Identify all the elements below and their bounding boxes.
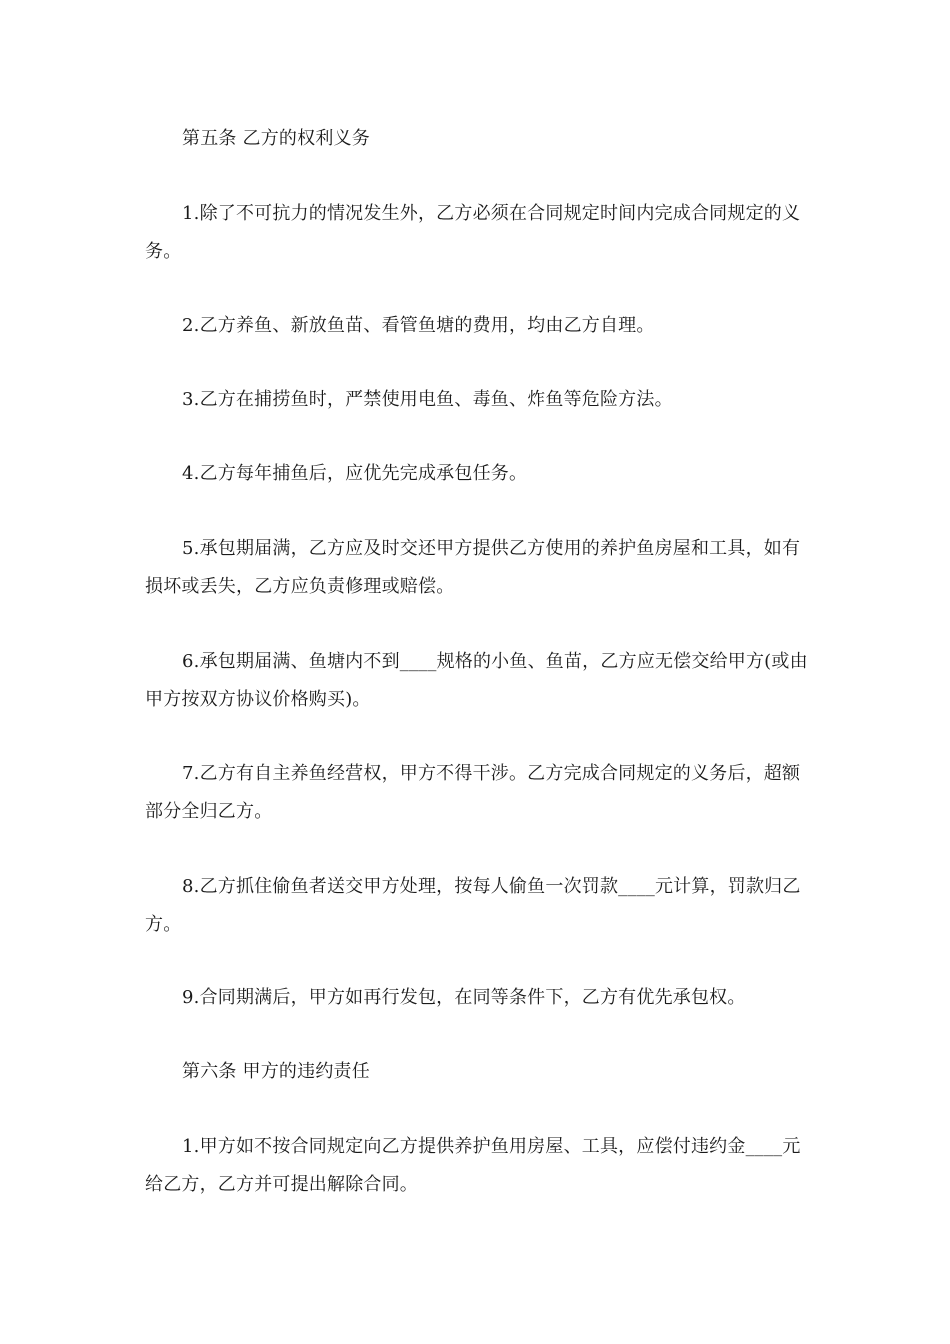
- section-heading-article-5: 第五条 乙方的权利义务: [182, 128, 370, 149]
- section-heading-article-6: 第六条 甲方的违约责任: [182, 1061, 370, 1082]
- paragraph-5-3: 3.乙方在捕捞鱼时，严禁使用电鱼、毒鱼、炸鱼等危险方法。: [182, 389, 673, 410]
- paragraph-5-8: 8.乙方抓住偷鱼者送交甲方处理，按每人偷鱼一次罚款____元计算，罚款归乙方。: [145, 876, 801, 935]
- paragraph-5-2: 2.乙方养鱼、新放鱼苗、看管鱼塘的费用，均由乙方自理。: [182, 315, 655, 336]
- paragraph-5-9: 9.合同期满后，甲方如再行发包，在同等条件下，乙方有优先承包权。: [182, 987, 746, 1008]
- paragraph-5-5: 5.承包期届满，乙方应及时交还甲方提供乙方使用的养护鱼房屋和工具，如有损坏或丢失，乙方应负责修理或赔偿。: [145, 538, 801, 597]
- paragraph-5-6: 6.承包期届满、鱼塘内不到____规格的小鱼、鱼苗，乙方应无偿交给甲方(或由甲方按双方协议价格购买)。: [145, 651, 808, 710]
- paragraph-6-1: 1.甲方如不按合同规定向乙方提供养护鱼用房屋、工具，应偿付违约金____元给乙方，乙方并可提出解除合同。: [145, 1136, 801, 1195]
- paragraph-5-7: 7.乙方有自主养鱼经营权，甲方不得干涉。乙方完成合同规定的义务后，超额部分全归乙方。: [145, 763, 801, 822]
- paragraph-5-1: 1.除了不可抗力的情况发生外，乙方必须在合同规定时间内完成合同规定的义务。: [145, 203, 801, 262]
- paragraph-5-4: 4.乙方每年捕鱼后，应优先完成承包任务。: [182, 463, 528, 484]
